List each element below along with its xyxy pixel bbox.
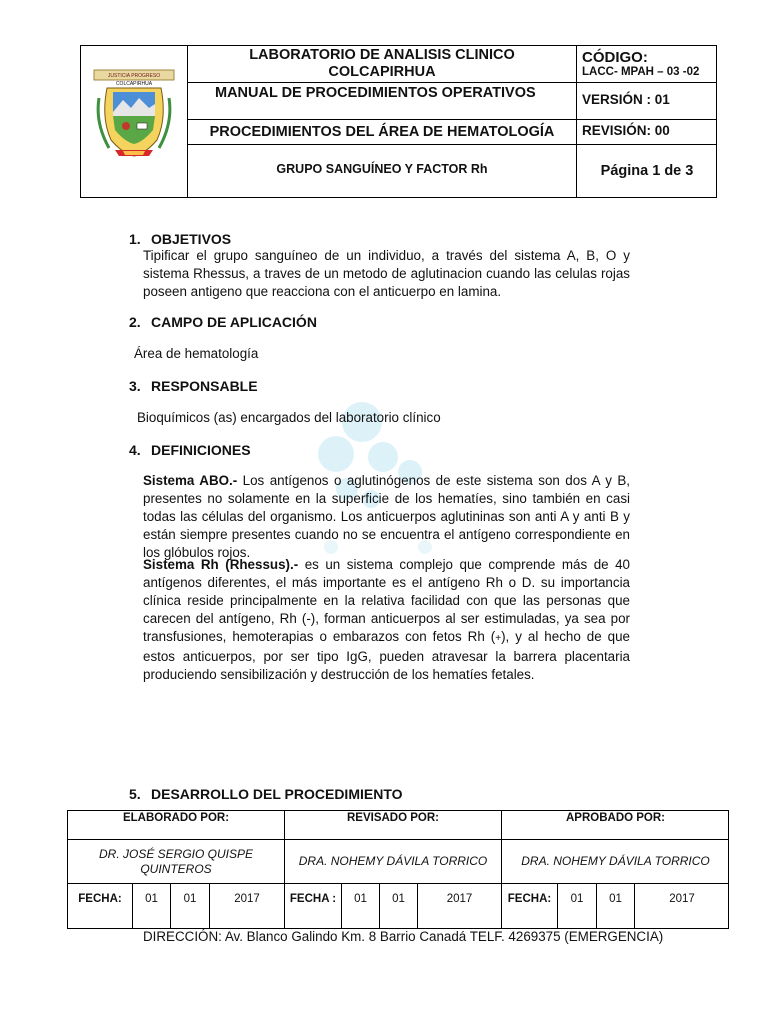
lab-name-cell xyxy=(188,46,576,82)
date-year: 2017 xyxy=(669,893,695,905)
date-day: 01 xyxy=(570,893,584,905)
page-number: Página 1 de 3 xyxy=(600,162,694,179)
rh-term: Sistema Rh (Rhessus).- xyxy=(143,557,299,572)
section-title: RESPONSABLE xyxy=(151,378,258,394)
lab-name-line-2: COLCAPIRHUA xyxy=(328,64,436,80)
seal-motto: JUSTICIA PROGRESO xyxy=(107,73,161,79)
codigo-value: LACC- MPAH – 03 -02 xyxy=(582,66,700,78)
manual-title: MANUAL DE PROCEDIMIENTOS OPERATIVOS xyxy=(215,85,536,101)
revision-label: REVISIÓN: 00 xyxy=(582,123,670,138)
definicion-rh xyxy=(143,556,630,684)
responsable-text: Bioquímicos (as) encargados del laboratorio clínico xyxy=(137,410,441,425)
date-month: 01 xyxy=(183,893,197,905)
abo-text: Los antígenos o aglutinógenos de este sistema son dos A y B, presentes no solamente en la superficie de los hematíes, sino también en casi todas las células del organismo. Los anticuerpos aglutininas son anti A y anti B y están siempre presentes cuando no se encuentra el antígeno correspondiente en los glóbulos rojos. xyxy=(143,473,630,560)
date-year: 2017 xyxy=(446,893,473,905)
version-label: VERSIÓN : 01 xyxy=(582,92,670,107)
aprobado-name: DRA. NOHEMY DÁVILA TORRICO xyxy=(521,854,710,868)
section-title: OBJETIVOS xyxy=(151,231,232,247)
section-number: 5. xyxy=(129,786,141,802)
aprobado-label: APROBADO POR: xyxy=(565,812,666,824)
elaborado-name: DR. JOSÉ SERGIO QUISPE QUINTEROS xyxy=(98,846,254,876)
abo-term: Sistema ABO.- xyxy=(143,473,238,488)
revisado-name: DRA. NOHEMY DÁVILA TORRICO xyxy=(298,854,488,868)
section-number: 2. xyxy=(129,314,141,330)
lab-name-line-1: LABORATORIO DE ANALISIS CLINICO xyxy=(249,47,515,63)
section-definiciones-heading xyxy=(129,442,251,458)
date-day: 01 xyxy=(354,893,367,905)
section-number: 1. xyxy=(129,231,141,247)
revisado-label: REVISADO POR: xyxy=(346,812,439,824)
approval-table xyxy=(67,810,729,929)
address-footer: DIRECCIÓN: Av. Blanco Galindo Km. 8 Barrio Canadá TELF. 4269375 (EMERGENCIA) xyxy=(143,929,664,944)
section-objetivos-heading xyxy=(129,231,231,247)
seal-name: COLCAPIRHUA xyxy=(115,81,153,87)
watermark-dot xyxy=(368,442,398,472)
codigo-label: CÓDIGO: xyxy=(582,49,648,66)
elaborado-label: ELABORADO POR: xyxy=(122,812,230,824)
rh-text-2: ), y al hecho de que estos anticuerpos, por ser tipo IgG, pueden atravesar la barrera placentaria produciendo sensibilización y destrucción de los hematíes fetales. xyxy=(143,629,630,682)
date-day: 01 xyxy=(145,893,158,905)
section-number: 3. xyxy=(129,378,141,394)
fecha-label: FECHA : xyxy=(289,892,337,905)
date-month: 01 xyxy=(392,893,405,905)
rh-plus: + xyxy=(495,633,502,644)
area-title: PROCEDIMIENTOS DEL ÁREA DE HEMATOLOGÍA xyxy=(209,123,555,140)
objetivos-text: Tipificar el grupo sanguíneo de un individuo, a través del sistema A, B, O y sistema Rhessus, a traves de un metodo de aglutinacion cuando las celulas rojas poseen antigeno que reacciona con el anticuerpo en lamina. xyxy=(143,248,630,299)
fecha-label: FECHA: xyxy=(78,893,122,905)
date-year: 2017 xyxy=(234,893,260,905)
campo-text: Área de hematología xyxy=(134,346,259,361)
date-month: 01 xyxy=(609,893,622,905)
document-header xyxy=(80,45,717,198)
section-desarrollo-heading xyxy=(129,786,403,802)
definicion-abo xyxy=(143,472,630,562)
header-divider xyxy=(187,82,716,83)
watermark-dot xyxy=(318,436,354,472)
procedure-topic: GRUPO SANGUÍNEO Y FACTOR Rh xyxy=(276,161,488,176)
section-campo-heading xyxy=(129,314,317,330)
fecha-label: FECHA: xyxy=(507,893,552,905)
section-title: DEFINICIONES xyxy=(151,442,251,458)
rh-text-1: es un sistema complejo que comprende más de 40 antígenos diferentes, el más importante es el antígeno Rh o D. su importancia clínica reside principalmente en la relativa facilidad con que las personas que carecen del antígeno, Rh (-), forman anticuerpos al ser estimuladas, ya sea por transfusiones, hemoterapias o embarazos con fetos Rh ( xyxy=(143,557,630,644)
municipal-seal-icon xyxy=(93,68,175,158)
section-title: CAMPO DE APLICACIÓN xyxy=(151,314,317,330)
section-title: DESARROLLO DEL PROCEDIMIENTO xyxy=(151,786,403,802)
section-number: 4. xyxy=(129,442,141,458)
section-responsable-heading xyxy=(129,378,258,394)
